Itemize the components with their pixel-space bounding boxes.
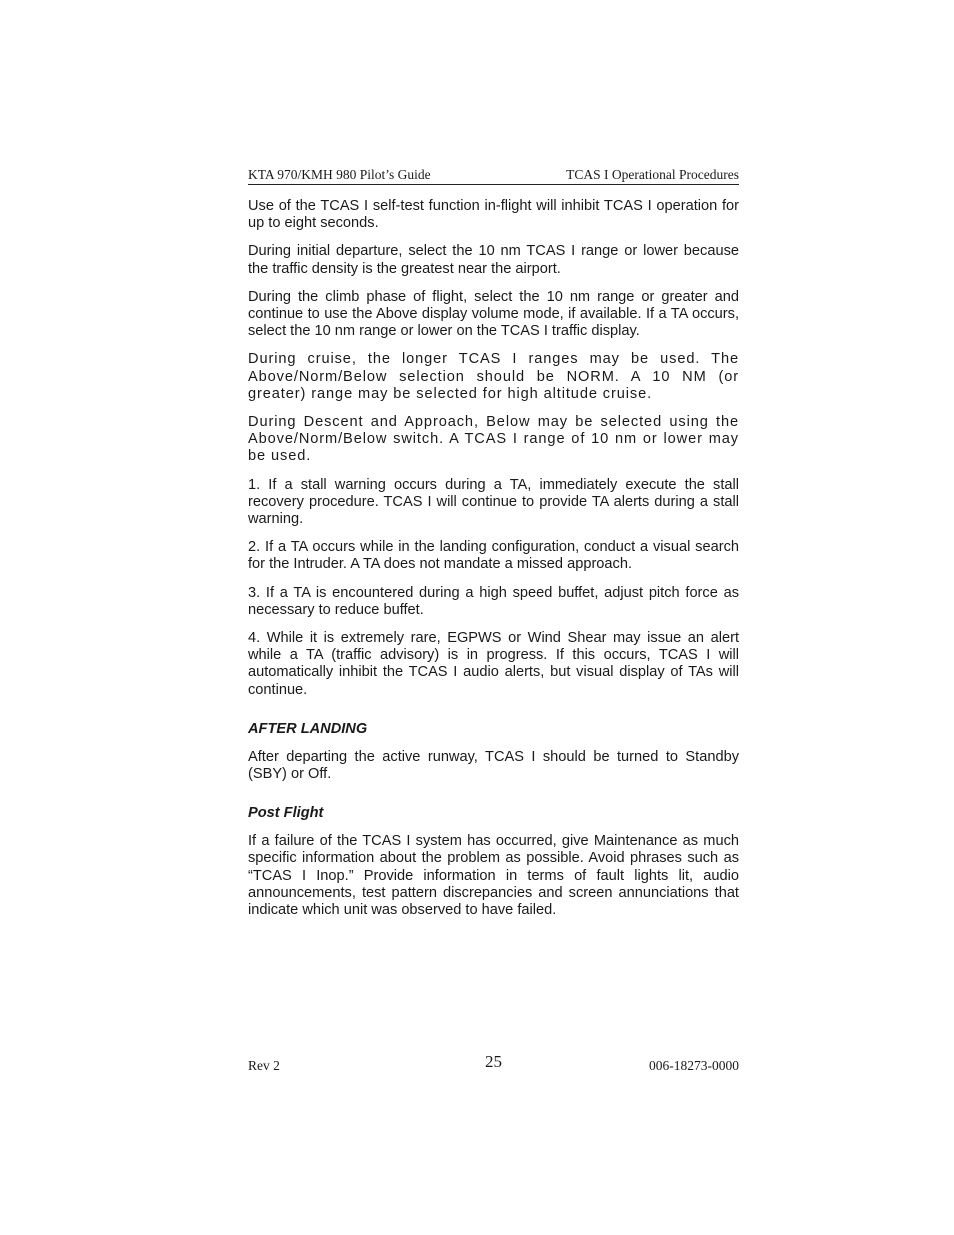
footer-revision: Rev 2	[248, 1058, 280, 1073]
heading-after-landing: AFTER LANDING	[248, 720, 368, 737]
page-body	[248, 165, 739, 930]
running-header	[248, 165, 739, 185]
page-footer	[248, 1052, 739, 1076]
paragraph-item-1-stall-warning: 1. If a stall warning occurs during a TA, immediately execute the stall recovery procedure. TCAS I will continue to provide TA alerts during a stall warning.	[248, 476, 739, 528]
paragraph-climb-phase: During the climb phase of flight, select the 10 nm range or greater and continue to use the Above display volume mode, if available. If a TA occurs, select the 10 nm range or lower on the TCAS I traffic display.	[248, 288, 739, 340]
paragraph-item-4-egpws-wind-shear: 4. While it is extremely rare, EGPWS or Wind Shear may issue an alert while a TA (traffic advisory) is in progress. If this occurs, TCAS I will automatically inhibit the TCAS I audio alerts, but visual display of TAs will continue.	[248, 630, 739, 698]
main-content	[248, 198, 739, 919]
footer-part-number: 006-18273-0000	[649, 1058, 739, 1073]
header-section-title: TCAS I Operational Procedures	[566, 167, 739, 182]
paragraph-post-flight: If a failure of the TCAS I system has occurred, give Maintenance as much specific information about the problem as possible. Avoid phrases such as “TCAS I Inop.” Provide information in terms of fault lights lit, audio announcements, test pattern discrepancies and screen annunciations that indicate which unit was observed to have failed.	[248, 833, 739, 919]
paragraph-after-landing: After departing the active runway, TCAS I should be turned to Standby (SBY) or Off.	[248, 748, 739, 783]
paragraph-self-test: Use of the TCAS I self-test function in-flight will inhibit TCAS I operation for up to eight seconds.	[248, 198, 739, 232]
paragraph-descent-approach: During Descent and Approach, Below may be selected using the Above/Norm/Below switch. A TCAS I range of 10 nm or lower may be used.	[248, 414, 739, 465]
heading-post-flight: Post Flight	[248, 805, 324, 822]
header-guide-title: KTA 970/KMH 980 Pilot’s Guide	[248, 167, 431, 182]
paragraph-initial-departure: During initial departure, select the 10 nm TCAS I range or lower because the traffic density is the greatest near the airport.	[248, 243, 739, 277]
paragraph-cruise: During cruise, the longer TCAS I ranges may be used. The Above/Norm/Below selection should be NORM. A 10 NM (or greater) range may be selected for high altitude cruise.	[248, 351, 739, 402]
paragraph-item-3-high-speed-buffet: 3. If a TA is encountered during a high speed buffet, adjust pitch force as necessary to reduce buffet.	[248, 584, 739, 618]
footer-page-number: 25	[485, 1052, 502, 1071]
paragraph-item-2-landing-configuration: 2. If a TA occurs while in the landing configuration, conduct a visual search for the Intruder. A TA does not mandate a missed approach.	[248, 539, 739, 573]
